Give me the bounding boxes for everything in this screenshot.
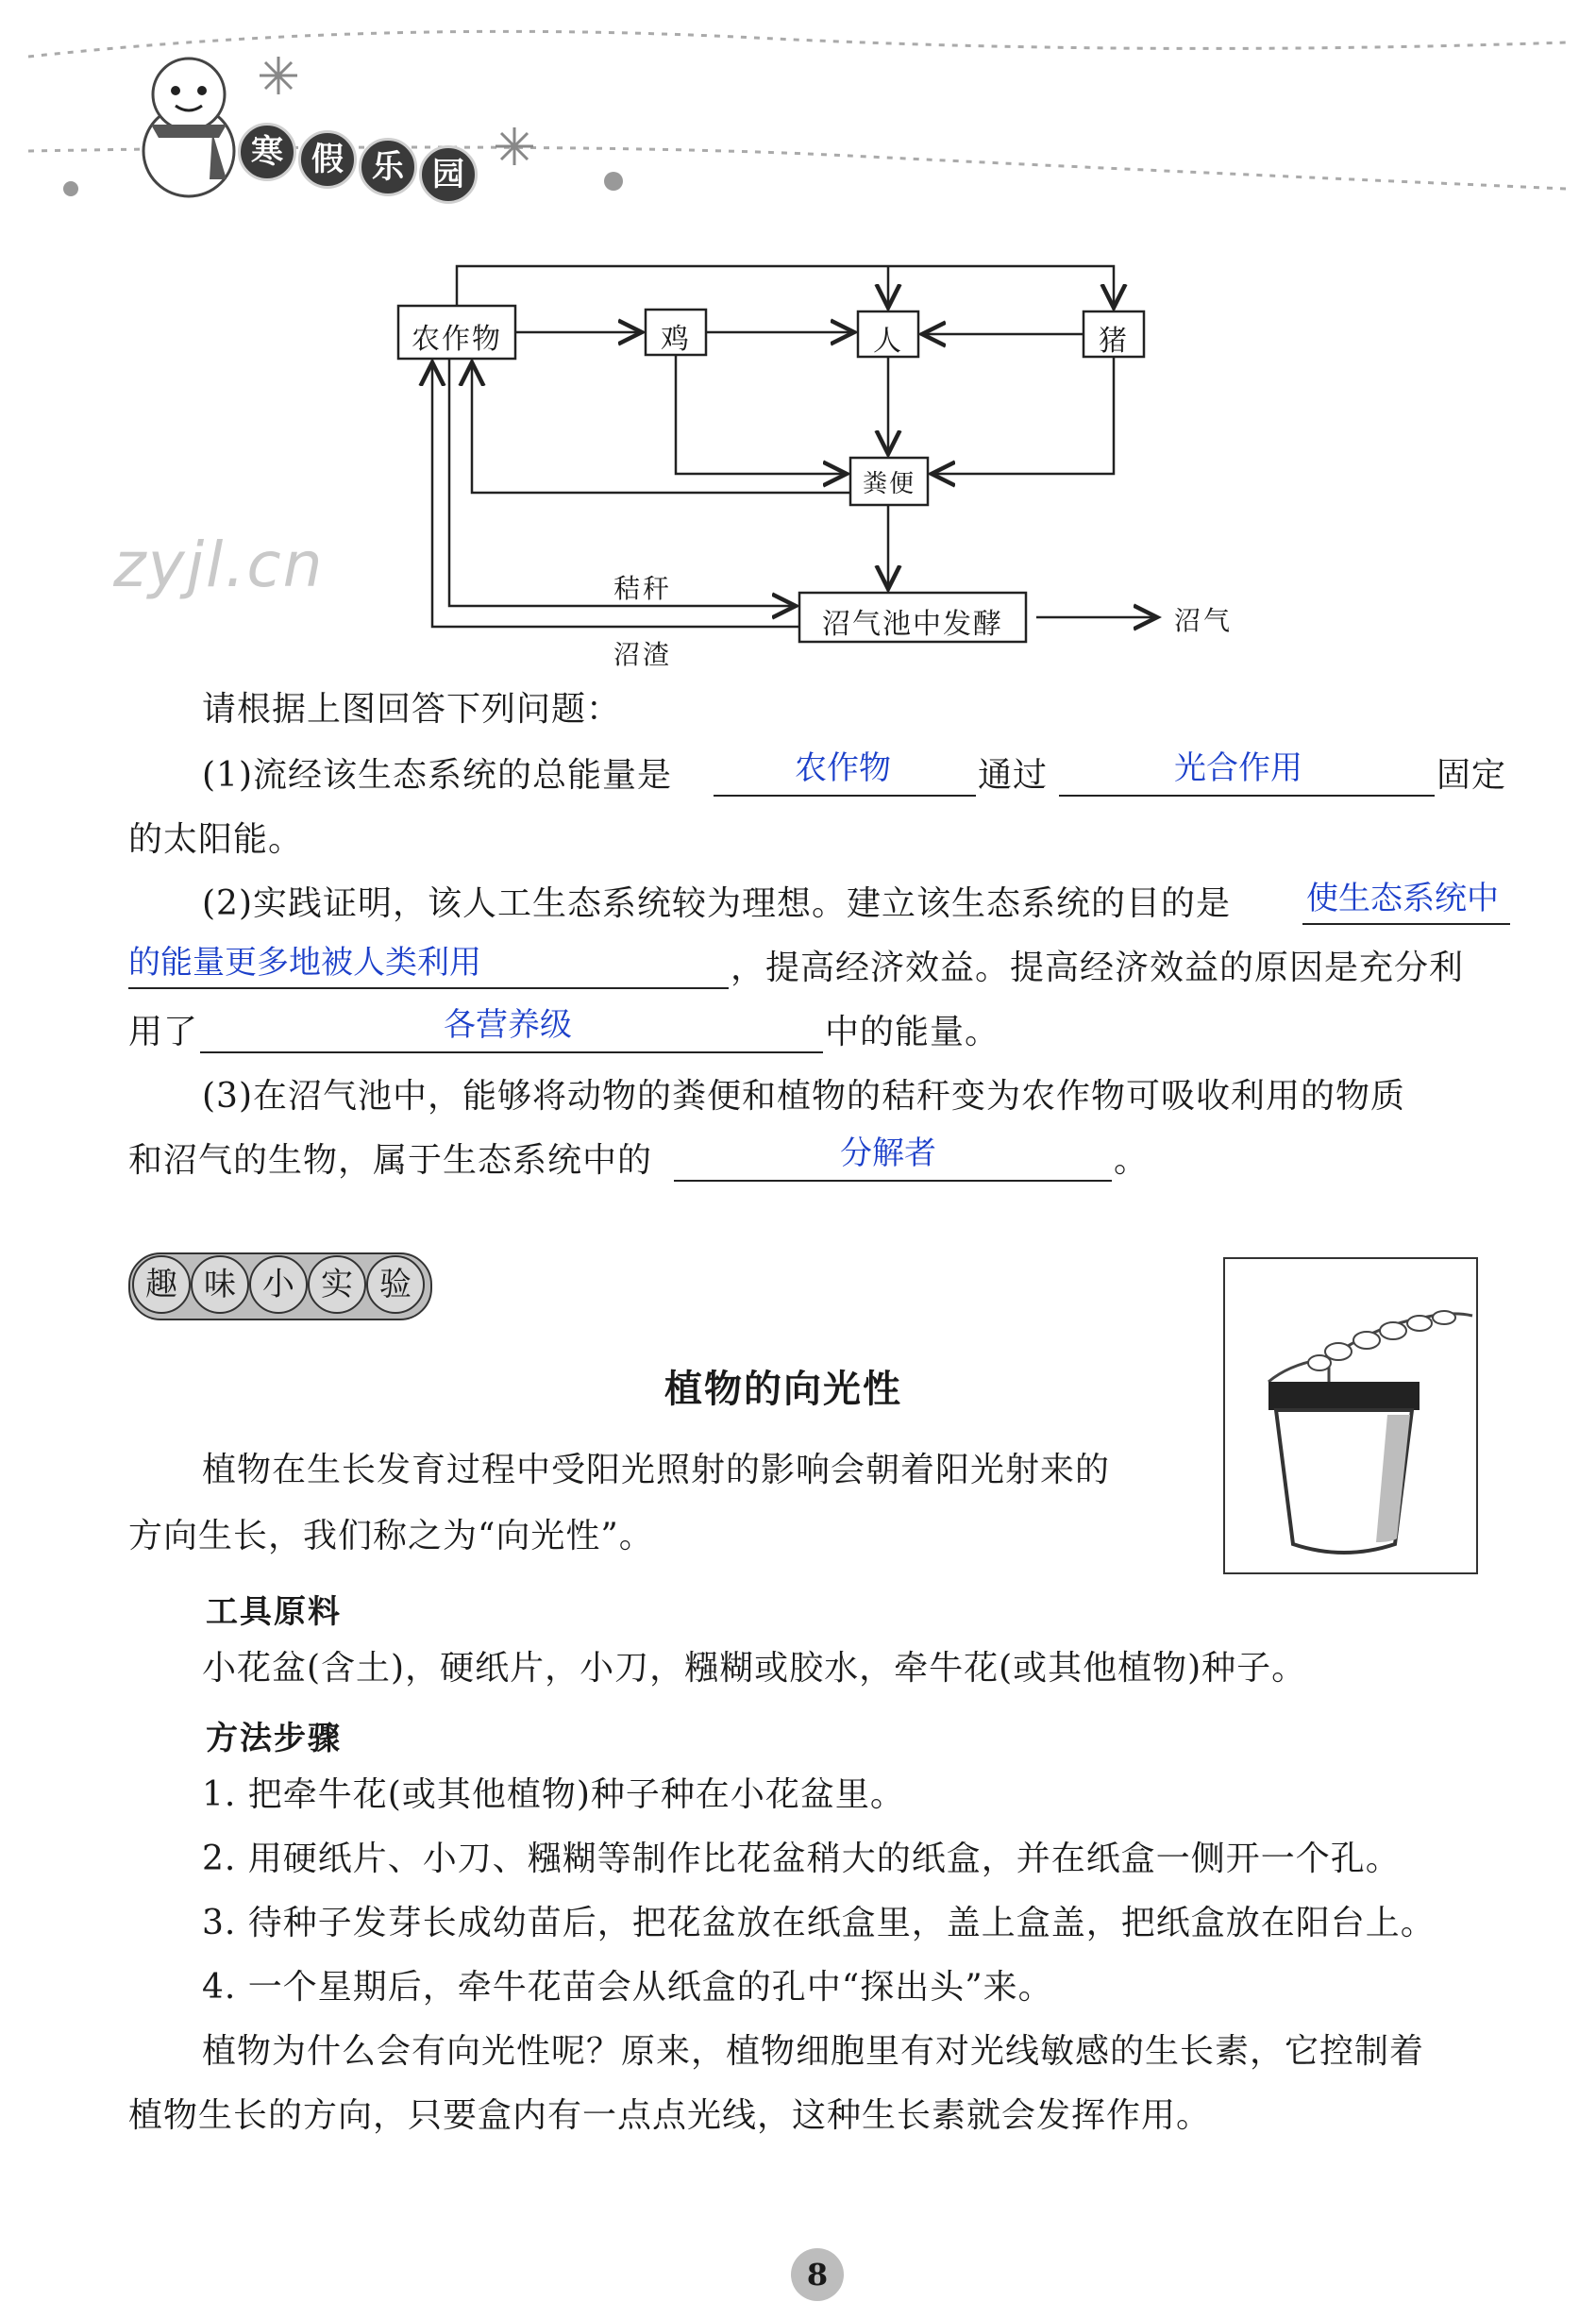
explanation-line2: 植物生长的方向，只要盒内有一点点光线，这种生长素就会发挥作用。	[128, 2096, 1212, 2135]
label-pig: 猪	[1099, 325, 1129, 358]
q3-blank	[674, 1178, 1112, 1182]
q1-part2: 通过	[978, 756, 1049, 795]
q3-line2-tail: 。	[1114, 1141, 1150, 1180]
logo-char: 假	[298, 130, 357, 189]
label-residue: 沼渣	[613, 639, 673, 670]
materials-text: 小花盆(含土)，硬纸片，小刀，糨糊或胶水，牵牛花(或其他植物)种子。	[202, 1649, 1307, 1688]
section-heading-char: 小	[249, 1255, 308, 1314]
materials-heading: 工具原料	[206, 1593, 342, 1631]
q1-part1: (1)流经该生态系统的总能量是	[202, 756, 672, 795]
q2-line1: (2)实践证明，该人工生态系统较为理想。建立该生态系统的目的是	[202, 884, 1231, 923]
q3-line2-head: 和沼气的生物，属于生态系统中的	[128, 1141, 653, 1180]
q2-blank1b	[128, 985, 729, 989]
logo-char: 乐	[359, 138, 417, 196]
label-crops: 农作物	[412, 323, 502, 356]
q2-blank2	[200, 1050, 823, 1053]
section-heading-char: 实	[308, 1255, 366, 1314]
q1-answer1: 农作物	[795, 749, 891, 787]
q2-answer1b: 的能量更多地被人类利用	[128, 944, 481, 982]
section-heading-char: 验	[366, 1255, 425, 1314]
intro-line2: 方向生长，我们称之为“向光性”。	[128, 1517, 654, 1555]
steps-heading: 方法步骤	[206, 1720, 342, 1757]
step-item: 2. 用硬纸片、小刀、糨糊等制作比花盆稍大的纸盒，并在纸盒一侧开一个孔。	[202, 1840, 1401, 1878]
q1-part3: 固定	[1436, 756, 1507, 795]
q2-answer2: 各营养级	[444, 1006, 572, 1044]
potted-plant-illustration	[1225, 1259, 1476, 1572]
q2-line3-tail: 中的能量。	[825, 1013, 1000, 1051]
plant-illustration-frame	[1223, 1257, 1478, 1574]
label-manure: 粪便	[862, 470, 916, 498]
label-biogas-pit: 沼气池中发酵	[822, 608, 1003, 641]
watermark: zyjl.cn	[113, 529, 325, 601]
experiment-title: 植物的向光性	[664, 1368, 902, 1411]
step-item: 1. 把牵牛花(或其他植物)种子种在小花盆里。	[202, 1775, 905, 1814]
label-chicken: 鸡	[661, 323, 691, 356]
questions-intro: 请根据上图回答下列问题：	[202, 690, 622, 729]
label-human: 人	[873, 325, 903, 358]
intro-line1: 植物在生长发育过程中受阳光照射的影响会朝着阳光射来的	[202, 1451, 1111, 1489]
section-heading-char: 味	[191, 1255, 249, 1314]
q3-line1: (3)在沼气池中，能够将动物的粪便和植物的秸秆变为农作物可吸收利用的物质	[202, 1077, 1405, 1116]
label-biogas: 沼气	[1174, 605, 1234, 636]
q2-line2-tail: ，提高经济效益。提高经济效益的原因是充分利	[731, 949, 1465, 987]
q3-answer: 分解者	[840, 1134, 936, 1172]
q1-blank1	[714, 793, 976, 797]
logo-char: 园	[419, 145, 478, 204]
explanation-line1: 植物为什么会有向光性呢？原来，植物细胞里有对光线敏感的生长素，它控制着	[202, 2032, 1425, 2071]
section-heading-char: 趣	[132, 1255, 191, 1314]
step-item: 3. 待种子发芽长成幼苗后，把花盆放在纸盒里，盖上盒盖，把纸盒放在阳台上。	[202, 1904, 1436, 1942]
label-straw: 秸秆	[613, 573, 673, 604]
q2-answer1a: 使生态系统中	[1306, 880, 1499, 917]
q1-blank2	[1059, 793, 1435, 797]
q1-line2: 的太阳能。	[128, 820, 304, 859]
step-item: 4. 一个星期后，牵牛花苗会从纸盒的孔中“探出头”来。	[202, 1968, 1053, 2007]
page-number: 8	[791, 2248, 844, 2301]
logo-char: 寒	[238, 123, 296, 181]
q2-blank1a	[1302, 921, 1510, 925]
q2-line3-head: 用了	[128, 1013, 199, 1051]
q1-answer2: 光合作用	[1174, 749, 1302, 787]
